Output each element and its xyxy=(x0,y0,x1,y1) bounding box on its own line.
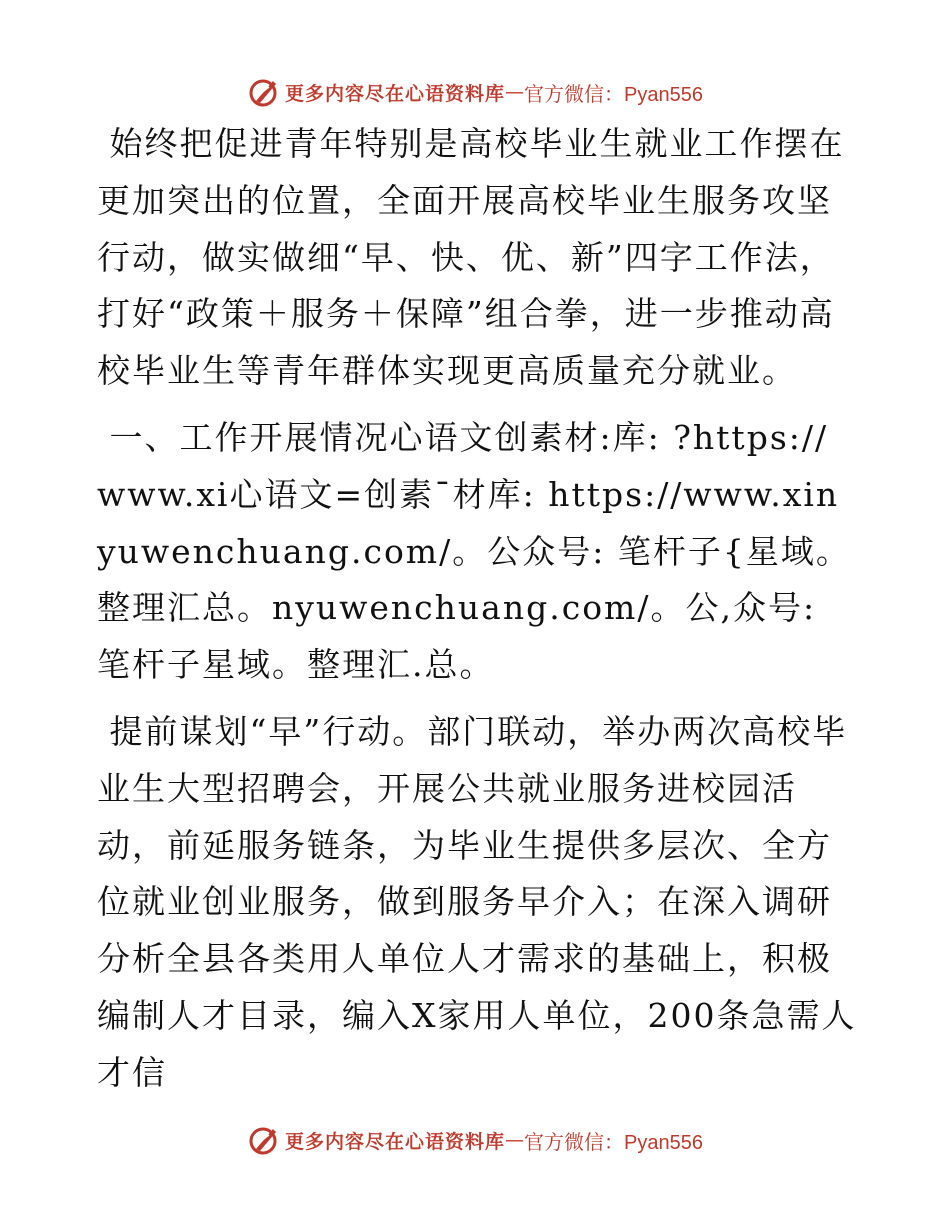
watermark-contact: 官方微信：Pyan556 xyxy=(524,1131,703,1154)
quill-logo-icon xyxy=(247,75,281,109)
watermark-header xyxy=(0,72,950,112)
watermark-contact: 官方微信：Pyan556 xyxy=(524,83,703,106)
watermark-footer xyxy=(0,1120,950,1160)
quill-logo-icon xyxy=(247,1123,281,1157)
paragraph-intro: 始终把促进青年特别是高校毕业生就业工作摆在更加突出的位置，全面开展高校毕业生服务攻坚行动，做实做细“早、快、优、新”四字工作法，打好“政策＋服务＋保障”组合拳，进一步推动高校毕业生等青年群体实现更高质量充分就业。 xyxy=(97,124,845,391)
document-body xyxy=(97,116,857,1102)
watermark-separator: — xyxy=(505,81,525,103)
paragraph-early-action: 提前谋划“早”行动。部门联动，举办两次高校毕业生大型招聘会，开展公共就业服务进校园活动，前延服务链条，为毕业生提供多层次、全方位就业创业服务，做到服务早介入；在深入调研分析全县各类用人单位人才需求的基础上，积极编制人才目录，编入X家用人单位，200条急需人才信 xyxy=(97,711,857,1092)
watermark-separator: — xyxy=(505,1129,525,1151)
watermark-text: 更多内容尽在心语资料库 xyxy=(285,82,506,105)
watermark-text: 更多内容尽在心语资料库 xyxy=(285,1130,506,1153)
paragraph-section-heading: 一、工作开展情况心语文创素材:库: ?https://www.xi心语文=创素¯材库: https://www.xinyuwenchuang.com/。公众号: 笔杆子{星域。整理汇总。nyuwenchuang.com/。公,众号: 笔杆子星域。整理汇.总。 xyxy=(97,417,851,685)
